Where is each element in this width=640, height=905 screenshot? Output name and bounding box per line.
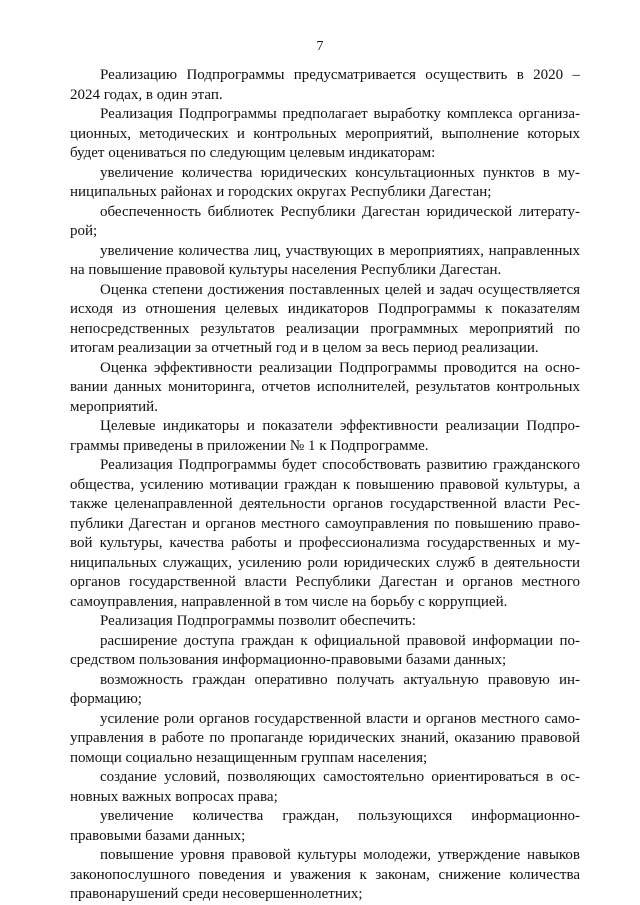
paragraph-indicator-participants: увеличение количества лиц, участвующих в мероприятиях, направленных на повышение правовой культуры населения Республики Дагестан. <box>70 242 580 278</box>
paragraph-outcome-youth-culture: повышение уровня правовой культуры молодежи, утверждение навыков законопослушного поведения и уважения к законам, снижение количества правонарушений среди несовершеннолетних; <box>70 847 580 902</box>
paragraph-outcome-information: возможность граждан оперативно получать актуальную правовую информацию; <box>70 671 580 707</box>
paragraph-indicator-library-supply: обеспеченность библиотек Республики Дагестан юридической литературой; <box>70 203 580 239</box>
paragraph-implementation-measures: Реализация Подпрограммы предполагает выработку комплекса организационных, методических и контрольных мероприятий, выполнение которых будет оцениваться по следующим целевым индикаторам: <box>70 106 580 161</box>
paragraph-expected-impact: Реализация Подпрограммы будет способствовать развитию гражданского общества, усилению мотивации граждан к повышению правовой культуры, а также целенаправленной деятельности органов государственной власти Республики Дагестан и органов местного самоуправления по повышению правовой культуры, качества работы и профессионализма государственных и муниципальных служащих, усилению роли юридических служб в деятельности органов государственной власти Республики Дагестан и органов местного самоуправления, направленной в том числе на борьбу с коррупцией. <box>70 457 580 610</box>
document-body <box>70 66 580 905</box>
paragraph-outcome-self-orientation: создание условий, позволяющих самостоятельно ориентироваться в основных важных вопросах права; <box>70 769 580 805</box>
paragraph-indicators-appendix: Целевые индикаторы и показатели эффективности реализации Подпрограммы приведены в приложении № 1 к Подпрограмме. <box>70 418 580 454</box>
paragraph-outcome-authority-role: усиление роли органов государственной власти и органов местного самоуправления в работе по пропаганде юридических знаний, оказанию правовой помощи социально незащищенным группам населения; <box>70 710 580 766</box>
page-number: 7 <box>316 39 324 54</box>
paragraph-outcome-database-users: увеличение количества граждан, пользующихся информационно-правовыми базами данных; <box>70 808 580 844</box>
paragraph-outcomes-intro: Реализация Подпрограммы позволит обеспечить: <box>100 613 416 629</box>
paragraph-implementation-period: Реализацию Подпрограммы предусматривается осуществить в 2020 – 2024 годах, в один этап. <box>70 67 580 103</box>
paragraph-indicator-consultation-points: увеличение количества юридических консультационных пунктов в муниципальных районах и городских округах Республики Дагестан; <box>70 164 580 200</box>
paragraph-outcome-access: расширение доступа граждан к официальной правовой информации посредством пользования информационно-правовыми базами данных; <box>70 632 580 668</box>
paragraph-efficiency-assessment: Оценка эффективности реализации Подпрограммы проводится на основании данных мониторинга, отчетов исполнителей, результатов контрольных мероприятий. <box>70 359 580 415</box>
paragraph-goal-assessment: Оценка степени достижения поставленных целей и задач осуществляется исходя из отношения целевых индикаторов Подпрограммы к показателям непосредственных результатов реализации программных мероприятий по итогам реализации за отчетный год и в целом за весь период реализации. <box>70 281 580 356</box>
